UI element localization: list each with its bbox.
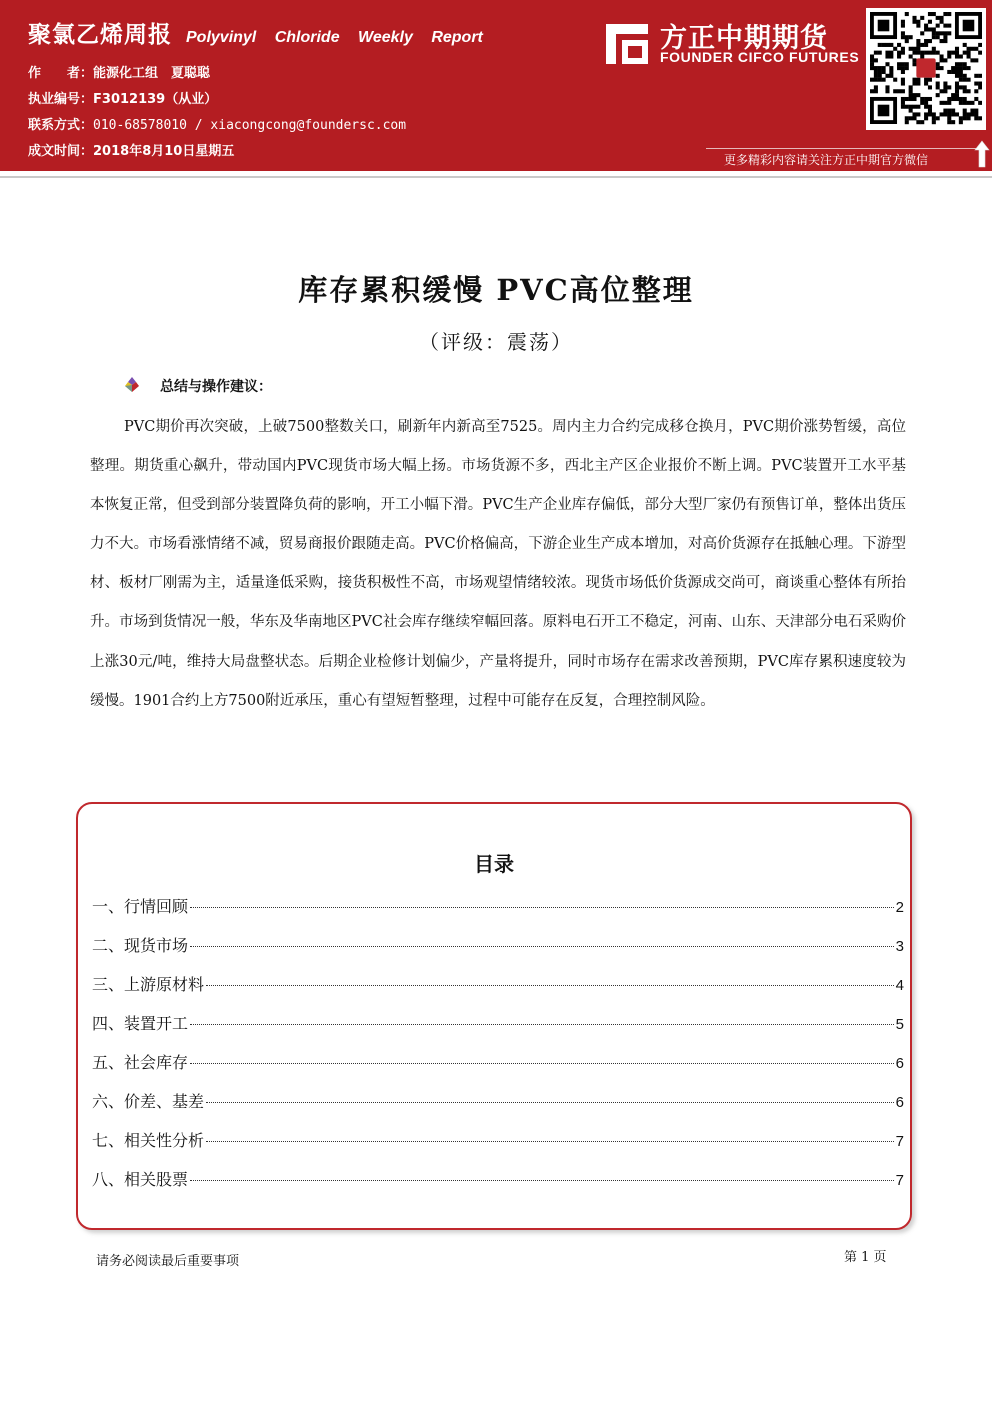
toc-item-page: 6 bbox=[895, 1055, 904, 1072]
contact-row bbox=[28, 114, 406, 133]
author-row bbox=[28, 62, 210, 81]
author-value: 能源化工组 夏聪聪 bbox=[93, 66, 211, 81]
toc-item-label: 二、现货市场 bbox=[92, 936, 189, 955]
toc-leader bbox=[206, 985, 894, 986]
footer-notice: 请务必阅读最后重要事项 bbox=[96, 1254, 240, 1269]
document-title: 库存累积缓慢 PVC高位整理 bbox=[298, 273, 694, 307]
toc-item[interactable] bbox=[92, 1011, 904, 1050]
report-title-cn: 聚氯乙烯周报 bbox=[28, 22, 172, 48]
toc-item-label: 七、相关性分析 bbox=[92, 1131, 205, 1150]
up-arrow-icon bbox=[974, 140, 990, 168]
rating-label: （评级：震荡） bbox=[419, 330, 573, 354]
date-key: 成文时间： bbox=[28, 144, 94, 159]
founder-logo-icon bbox=[602, 20, 652, 68]
toc-leader bbox=[190, 1180, 894, 1181]
toc-item-page: 6 bbox=[895, 1094, 904, 1111]
toc-leader bbox=[206, 1102, 894, 1103]
license-row bbox=[28, 88, 217, 107]
toc-item[interactable] bbox=[92, 1050, 904, 1089]
toc-item-page: 5 bbox=[895, 1016, 904, 1033]
toc-item-label: 六、价差、基差 bbox=[92, 1092, 205, 1111]
contact-value: 010-68578010 / xiacongcong@foundersc.com bbox=[93, 118, 407, 133]
toc-item[interactable] bbox=[92, 1089, 904, 1128]
date-row bbox=[28, 140, 234, 159]
toc-item[interactable] bbox=[92, 894, 904, 933]
report-title-en: Polyvinyl Chloride Weekly Report bbox=[186, 29, 483, 46]
toc-leader bbox=[190, 1063, 894, 1064]
toc-leader bbox=[190, 946, 894, 947]
license-key: 执业编号： bbox=[28, 92, 94, 107]
toc-item-label: 八、相关股票 bbox=[92, 1170, 189, 1189]
report-header bbox=[0, 0, 992, 171]
toc-item-label: 一、行情回顾 bbox=[92, 897, 189, 916]
contact-key: 联系方式： bbox=[28, 118, 94, 133]
toc-item[interactable] bbox=[92, 1167, 904, 1206]
table-of-contents bbox=[76, 802, 912, 1230]
toc-item-label: 五、社会库存 bbox=[92, 1053, 189, 1072]
header-underline bbox=[0, 176, 992, 178]
toc-item[interactable] bbox=[92, 1128, 904, 1167]
summary-heading: 总结与操作建议： bbox=[160, 379, 272, 395]
toc-item-page: 3 bbox=[895, 938, 904, 955]
company-logo bbox=[602, 16, 862, 72]
wechat-note: 更多精彩内容请关注方正中期官方微信 bbox=[724, 153, 929, 167]
report-title-bar bbox=[28, 16, 483, 50]
toc-title: 目录 bbox=[474, 852, 514, 876]
toc-leader bbox=[190, 907, 894, 908]
toc-list bbox=[92, 894, 904, 1206]
author-key: 作 者： bbox=[28, 66, 94, 81]
license-value: F3012139（从业） bbox=[93, 92, 218, 107]
header-divider bbox=[706, 148, 978, 149]
logo-text-en: FOUNDER CIFCO FUTURES bbox=[660, 49, 860, 65]
toc-item-label: 三、上游原材料 bbox=[92, 975, 205, 994]
summary-paragraph: PVC期价再次突破，上破7500整数关口，刷新年内新高至7525。周内主力合约完成移仓换月，PVC期价涨势暂缓，高位整理。期货重心飙升，带动国内PVC现货市场大幅上扬。市场货源不多，西北主产区企业报价不断上调。PVC装置开工水平基本恢复正常，但受到部分装置降负荷的影响，开工小幅下滑。PVC生产企业库存偏低，部分大型厂家仍有预售订单，整体出货压力不大。市场看涨情绪不减，贸易商报价跟随走高。PVC价格偏高，下游企业生产成本增加，对高价货源存在抵触心理。下游型材、板材厂刚需为主，适量逢低采购，接货积极性不高，市场观望情绪较浓。现货市场低价货源成交尚可，商谈重心整体有所抬升。市场到货情况一般，华东及华南地区PVC社会库存继续窄幅回落。原料电石开工不稳定，河南、山东、天津部分电石采购价上涨30元/吨，维持大局盘整状态。后期企业检修计划偏少，产量将提升，同时市场存在需求改善预期，PVC库存累积速度较为缓慢。1901合约上方7500附近承压，重心有望短暂整理，过程中可能存在反复，合理控制风险。 bbox=[90, 419, 906, 709]
toc-item-page: 4 bbox=[895, 977, 904, 994]
toc-leader bbox=[190, 1024, 894, 1025]
toc-leader bbox=[206, 1141, 894, 1142]
toc-item-page: 7 bbox=[895, 1133, 904, 1150]
date-value: 2018年8月10日星期五 bbox=[93, 144, 235, 159]
page-number: 第 1 页 bbox=[844, 1250, 887, 1265]
toc-item-label: 四、装置开工 bbox=[92, 1014, 189, 1033]
toc-item-page: 7 bbox=[895, 1172, 904, 1189]
toc-item-page: 2 bbox=[895, 899, 904, 916]
logo-text-cn: 方正中期期货 bbox=[660, 23, 828, 54]
qr-code-icon bbox=[866, 8, 986, 130]
toc-item[interactable] bbox=[92, 972, 904, 1011]
toc-item[interactable] bbox=[92, 933, 904, 972]
diamond-bullet-icon bbox=[124, 376, 140, 394]
